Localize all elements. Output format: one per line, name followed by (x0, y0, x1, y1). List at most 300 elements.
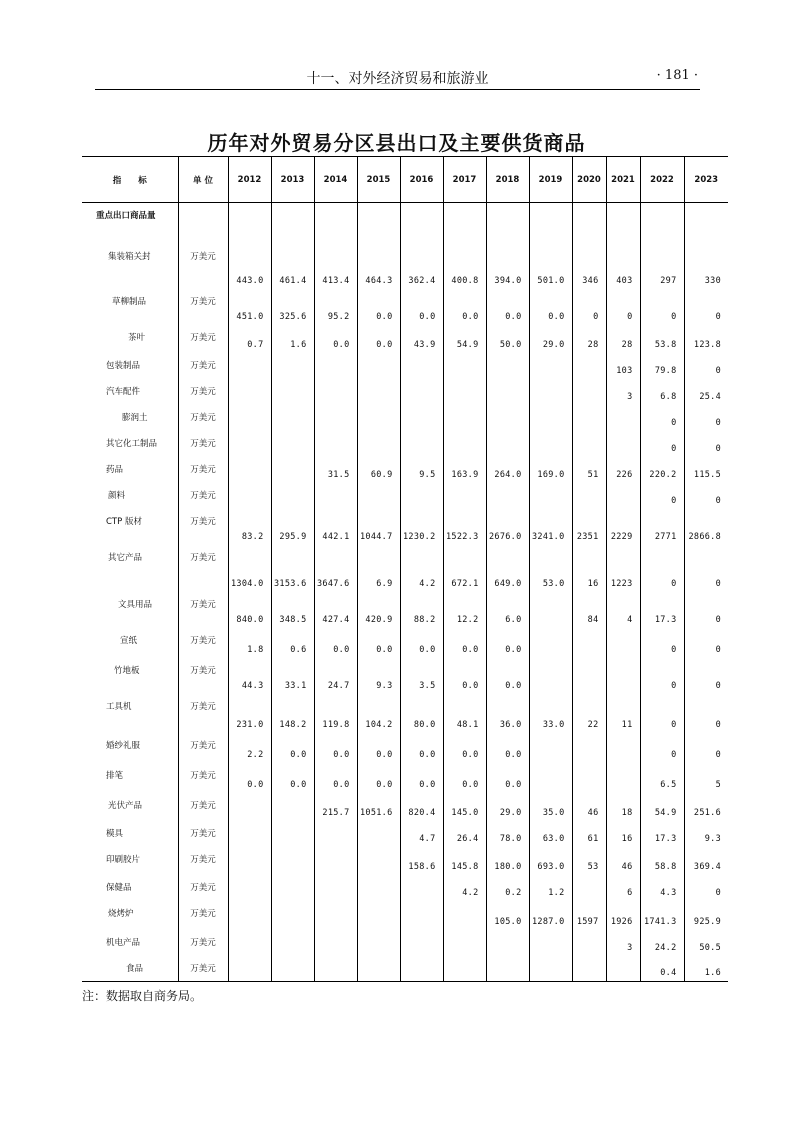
table-cell: 24.7 (314, 658, 357, 694)
table-cell: 16 (606, 821, 640, 847)
column-header: 2012 (228, 157, 271, 203)
table-cell (228, 793, 271, 821)
table-cell: 46 (572, 793, 606, 821)
table-cell (572, 379, 606, 405)
table-cell: 0 (684, 875, 728, 901)
table-cell (271, 793, 314, 821)
table-cell: 0.0 (443, 289, 486, 325)
row-unit: 万美元 (178, 694, 228, 733)
table-cell (529, 658, 572, 694)
table-cell: 2351 (572, 509, 606, 545)
table-title: 历年对外贸易分区县出口及主要供货商品 (207, 131, 586, 155)
table-cell: 0.7 (228, 325, 271, 353)
table-row (82, 545, 728, 592)
table-cell: 95.2 (314, 289, 357, 325)
column-header: 2015 (357, 157, 400, 203)
table-cell (314, 379, 357, 405)
table-row (82, 244, 728, 289)
table-cell: 4.3 (640, 875, 684, 901)
column-header: 2014 (314, 157, 357, 203)
column-header: 2019 (529, 157, 572, 203)
table-cell: 0.0 (400, 733, 443, 763)
table-cell: 362.4 (400, 244, 443, 289)
table-cell: 43.9 (400, 325, 443, 353)
row-label: 草柳制品 (112, 296, 147, 307)
table-cell: 0.0 (486, 763, 529, 793)
table-cell: 451.0 (228, 289, 271, 325)
table-cell: 443.0 (228, 244, 271, 289)
row-label: 其它化工制品 (106, 438, 158, 449)
table-cell: 369.4 (684, 847, 728, 875)
export-table (82, 156, 728, 982)
table-cell (228, 431, 271, 457)
table-cell: 0.0 (400, 289, 443, 325)
table-cell: 0.2 (486, 875, 529, 901)
row-label: 药品 (106, 464, 124, 475)
row-unit: 万美元 (178, 483, 228, 509)
column-header: 单 位 (178, 157, 228, 203)
table-cell: 11 (606, 694, 640, 733)
table-cell: 925.9 (684, 901, 728, 930)
table-row (82, 325, 728, 353)
row-unit: 万美元 (178, 457, 228, 483)
table-cell: 1.6 (684, 956, 728, 982)
table-cell: 54.9 (640, 793, 684, 821)
table-cell: 427.4 (314, 592, 357, 628)
table-cell: 145.0 (443, 793, 486, 821)
table-cell: 0.0 (357, 628, 400, 658)
table-cell (228, 930, 271, 956)
table-cell (572, 930, 606, 956)
table-cell (606, 203, 640, 244)
table-cell: 0 (684, 289, 728, 325)
table-cell: 48.1 (443, 694, 486, 733)
table-cell: 24.2 (640, 930, 684, 956)
table-cell (486, 431, 529, 457)
table-cell: 0.0 (443, 763, 486, 793)
table-cell (314, 901, 357, 930)
table-cell (572, 353, 606, 379)
row-unit (178, 203, 228, 244)
table-cell (228, 901, 271, 930)
table-cell: 115.5 (684, 457, 728, 483)
table-cell: 325.6 (271, 289, 314, 325)
table-cell: 420.9 (357, 592, 400, 628)
table-cell: 3.5 (400, 658, 443, 694)
table-cell: 0.4 (640, 956, 684, 982)
page-number: · 181 · (656, 68, 698, 83)
table-cell (357, 875, 400, 901)
table-cell: 6 (606, 875, 640, 901)
table-cell: 145.8 (443, 847, 486, 875)
table-cell: 0.0 (443, 658, 486, 694)
table-cell (572, 431, 606, 457)
table-cell (314, 203, 357, 244)
table-cell: 1304.0 (228, 545, 271, 592)
table-cell: 2229 (606, 509, 640, 545)
table-cell: 18 (606, 793, 640, 821)
table-cell (271, 203, 314, 244)
table-cell: 0.0 (400, 763, 443, 793)
table-cell (529, 203, 572, 244)
table-cell: 0 (684, 592, 728, 628)
table-row (82, 733, 728, 763)
table-cell (529, 483, 572, 509)
table-cell: 1044.7 (357, 509, 400, 545)
table-cell: 1.8 (228, 628, 271, 658)
row-unit: 万美元 (178, 930, 228, 956)
table-cell: 403 (606, 244, 640, 289)
table-cell: 84 (572, 592, 606, 628)
table-cell: 413.4 (314, 244, 357, 289)
table-cell (529, 956, 572, 982)
table-cell (400, 405, 443, 431)
table-cell: 0 (684, 628, 728, 658)
table-cell: 2771 (640, 509, 684, 545)
table-cell (529, 733, 572, 763)
table-cell (486, 353, 529, 379)
table-cell (486, 203, 529, 244)
table-cell: 16 (572, 545, 606, 592)
row-label: 食品 (82, 956, 178, 982)
row-unit: 万美元 (178, 244, 228, 289)
table-cell: 330 (684, 244, 728, 289)
column-header: 2016 (400, 157, 443, 203)
table-cell: 226 (606, 457, 640, 483)
table-cell: 0 (640, 289, 684, 325)
table-cell: 820.4 (400, 793, 443, 821)
table-cell (228, 875, 271, 901)
table-cell: 25.4 (684, 379, 728, 405)
table-cell: 0 (684, 353, 728, 379)
table-cell (271, 930, 314, 956)
table-cell (606, 763, 640, 793)
table-row (82, 431, 728, 457)
table-cell: 12.2 (443, 592, 486, 628)
table-cell (357, 431, 400, 457)
table-cell (314, 483, 357, 509)
table-cell: 297 (640, 244, 684, 289)
table-cell: 0 (640, 658, 684, 694)
table-row (82, 847, 728, 875)
table-cell: 0.0 (357, 763, 400, 793)
table-cell: 1.2 (529, 875, 572, 901)
table-cell: 0 (684, 405, 728, 431)
table-row (82, 509, 728, 545)
table-cell: 0 (640, 733, 684, 763)
table-cell: 0 (684, 545, 728, 592)
table-cell: 0.0 (529, 289, 572, 325)
row-unit: 万美元 (178, 847, 228, 875)
row-unit: 万美元 (178, 325, 228, 353)
table-cell: 4.7 (400, 821, 443, 847)
table-cell: 672.1 (443, 545, 486, 592)
table-cell: 22 (572, 694, 606, 733)
row-unit: 万美元 (178, 956, 228, 982)
table-cell: 78.0 (486, 821, 529, 847)
table-cell: 50.5 (684, 930, 728, 956)
table-cell (529, 763, 572, 793)
table-row (82, 405, 728, 431)
header-rule (95, 89, 700, 90)
table-cell: 28 (572, 325, 606, 353)
table-cell: 0 (684, 694, 728, 733)
table-cell: 2676.0 (486, 509, 529, 545)
table-cell: 0.0 (271, 763, 314, 793)
table-cell: 53.0 (529, 545, 572, 592)
table-cell: 394.0 (486, 244, 529, 289)
table-cell: 63.0 (529, 821, 572, 847)
table-cell: 1597 (572, 901, 606, 930)
table-cell (400, 875, 443, 901)
table-cell: 0.0 (357, 325, 400, 353)
table-cell: 400.8 (443, 244, 486, 289)
table-cell: 1926 (606, 901, 640, 930)
table-cell (606, 956, 640, 982)
table-cell: 88.2 (400, 592, 443, 628)
table-cell (271, 379, 314, 405)
table-cell (486, 483, 529, 509)
row-label: 机电产品 (106, 937, 141, 948)
table-cell: 3153.6 (271, 545, 314, 592)
column-header: 2013 (271, 157, 314, 203)
table-cell: 0.0 (486, 289, 529, 325)
table-cell: 28 (606, 325, 640, 353)
table-cell (443, 203, 486, 244)
table-cell: 251.6 (684, 793, 728, 821)
table-cell (486, 405, 529, 431)
table-cell (228, 353, 271, 379)
table-cell: 840.0 (228, 592, 271, 628)
table-cell: 104.2 (357, 694, 400, 733)
row-label: 宣纸 (120, 635, 138, 646)
table-cell: 1287.0 (529, 901, 572, 930)
table-cell (314, 875, 357, 901)
table-cell: 9.3 (357, 658, 400, 694)
table-cell: 29.0 (486, 793, 529, 821)
table-cell: 295.9 (271, 509, 314, 545)
column-header: 指 标 (82, 157, 178, 203)
table-cell (357, 847, 400, 875)
table-cell: 231.0 (228, 694, 271, 733)
table-cell (606, 628, 640, 658)
table-cell: 0.0 (443, 733, 486, 763)
table-cell: 0 (684, 733, 728, 763)
row-label: 文具用品 (118, 599, 153, 610)
table-cell: 103 (606, 353, 640, 379)
table-cell: 348.5 (271, 592, 314, 628)
table-cell (529, 930, 572, 956)
table-row (82, 930, 728, 956)
table-cell: 58.8 (640, 847, 684, 875)
table-body (82, 203, 728, 982)
row-label: 茶叶 (128, 332, 146, 343)
row-label: 包装制品 (106, 360, 141, 371)
table-cell (228, 203, 271, 244)
table-cell (357, 379, 400, 405)
table-cell (529, 628, 572, 658)
table-cell: 105.0 (486, 901, 529, 930)
table-cell: 0 (640, 628, 684, 658)
table-cell (271, 956, 314, 982)
table-cell: 4.2 (443, 875, 486, 901)
table-cell: 693.0 (529, 847, 572, 875)
header-row (82, 157, 728, 203)
table-cell: 33.1 (271, 658, 314, 694)
row-label: 其它产品 (108, 552, 143, 563)
table-cell: 148.2 (271, 694, 314, 733)
table-cell (400, 431, 443, 457)
table-row (82, 875, 728, 901)
row-label: 模具 (106, 828, 124, 839)
row-unit: 万美元 (178, 793, 228, 821)
table-cell (606, 733, 640, 763)
table-cell: 220.2 (640, 457, 684, 483)
row-unit: 万美元 (178, 509, 228, 545)
table-cell (572, 405, 606, 431)
table-cell (443, 930, 486, 956)
table-cell: 6.5 (640, 763, 684, 793)
table-cell: 0 (640, 483, 684, 509)
column-header: 2021 (606, 157, 640, 203)
table-cell (400, 930, 443, 956)
table-cell: 119.8 (314, 694, 357, 733)
table-cell: 0.0 (314, 628, 357, 658)
table-cell (271, 353, 314, 379)
table-cell: 0.0 (314, 325, 357, 353)
table-cell: 17.3 (640, 821, 684, 847)
table-cell (443, 483, 486, 509)
row-unit: 万美元 (178, 289, 228, 325)
table-cell: 0.0 (357, 733, 400, 763)
table-cell (486, 930, 529, 956)
row-unit: 万美元 (178, 431, 228, 457)
row-label: 保健品 (106, 882, 132, 893)
table-cell (271, 431, 314, 457)
table-cell (400, 203, 443, 244)
table-row (82, 901, 728, 930)
row-label: 膨润土 (122, 412, 148, 423)
table-cell (357, 930, 400, 956)
table-cell: 0.0 (228, 763, 271, 793)
table-cell (486, 379, 529, 405)
table-cell: 0 (640, 694, 684, 733)
table-cell (314, 956, 357, 982)
table-cell (228, 379, 271, 405)
table-row (82, 203, 728, 244)
table-cell: 1230.2 (400, 509, 443, 545)
table-cell: 1.6 (271, 325, 314, 353)
table-cell: 4.2 (400, 545, 443, 592)
table-cell: 35.0 (529, 793, 572, 821)
table-cell: 461.4 (271, 244, 314, 289)
table-row (82, 763, 728, 793)
table-cell (606, 658, 640, 694)
table-cell: 0 (640, 545, 684, 592)
table-cell: 51 (572, 457, 606, 483)
table-cell: 346 (572, 244, 606, 289)
table-cell (443, 379, 486, 405)
table-cell: 79.8 (640, 353, 684, 379)
table-row (82, 658, 728, 694)
table-cell (443, 405, 486, 431)
table-row (82, 353, 728, 379)
table-cell: 9.5 (400, 457, 443, 483)
table-cell: 3 (606, 930, 640, 956)
table-cell: 61 (572, 821, 606, 847)
table-cell (400, 956, 443, 982)
table-cell: 80.0 (400, 694, 443, 733)
table-cell: 180.0 (486, 847, 529, 875)
table-cell (443, 901, 486, 930)
table-cell (271, 821, 314, 847)
table-cell: 54.9 (443, 325, 486, 353)
row-label: 排笔 (106, 770, 124, 781)
table-cell: 501.0 (529, 244, 572, 289)
table-cell (443, 353, 486, 379)
table-cell (684, 203, 728, 244)
table-cell: 0.0 (486, 733, 529, 763)
column-header: 2018 (486, 157, 529, 203)
table-cell (271, 875, 314, 901)
column-header: 2022 (640, 157, 684, 203)
row-unit: 万美元 (178, 405, 228, 431)
row-unit: 万美元 (178, 733, 228, 763)
row-unit: 万美元 (178, 763, 228, 793)
row-unit: 万美元 (178, 545, 228, 592)
table-row (82, 457, 728, 483)
table-cell (314, 405, 357, 431)
table-cell: 0 (684, 483, 728, 509)
table-cell (357, 901, 400, 930)
table-cell: 3 (606, 379, 640, 405)
table-cell: 3241.0 (529, 509, 572, 545)
table-cell: 442.1 (314, 509, 357, 545)
table-cell (357, 405, 400, 431)
table-cell: 163.9 (443, 457, 486, 483)
table-cell: 6.8 (640, 379, 684, 405)
table-row (82, 483, 728, 509)
table-row (82, 694, 728, 733)
row-label: 颜料 (108, 490, 126, 501)
table-row (82, 956, 728, 982)
row-unit: 万美元 (178, 901, 228, 930)
table-cell: 0 (684, 431, 728, 457)
table-cell: 31.5 (314, 457, 357, 483)
table-cell (271, 457, 314, 483)
table-cell (400, 353, 443, 379)
row-label: 竹地板 (114, 665, 140, 676)
table-cell: 46 (606, 847, 640, 875)
table-cell (314, 847, 357, 875)
table-cell (572, 203, 606, 244)
table-cell (357, 956, 400, 982)
table-cell (572, 875, 606, 901)
table-cell (228, 956, 271, 982)
row-label: 婚纱礼服 (106, 740, 141, 751)
table-cell (228, 821, 271, 847)
table-row (82, 793, 728, 821)
table-cell: 50.0 (486, 325, 529, 353)
table-cell (314, 353, 357, 379)
table-cell (357, 353, 400, 379)
footnote: 注：数据取自商务局。 (82, 989, 203, 1003)
table-cell: 44.3 (228, 658, 271, 694)
table-cell (529, 431, 572, 457)
table-cell (228, 847, 271, 875)
row-label: 烧烤炉 (108, 908, 134, 919)
table-cell: 17.3 (640, 592, 684, 628)
